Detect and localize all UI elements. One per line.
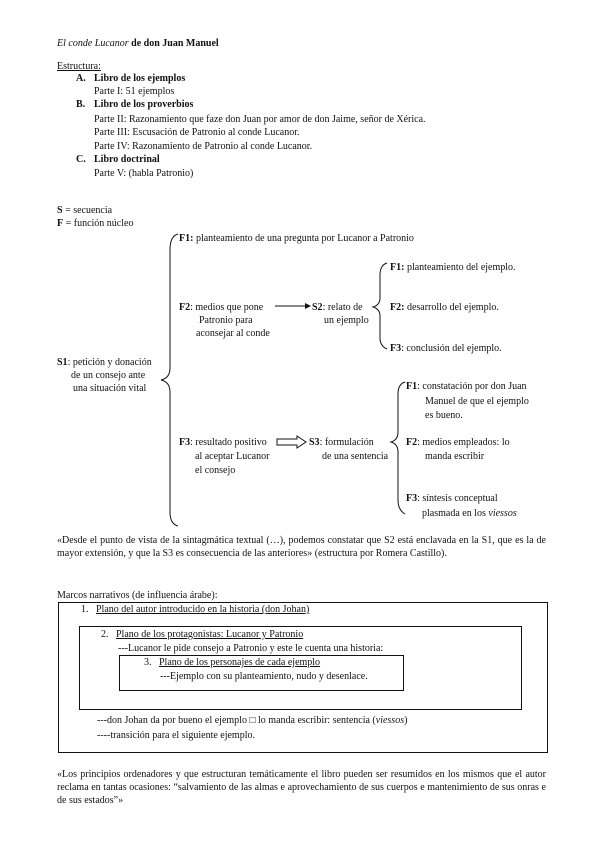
s2-f3: F3: conclusión del ejemplo.	[390, 343, 502, 354]
plano-1-line2: ----transición para el siguiente ejemplo.	[97, 730, 255, 741]
author: de don Juan Manuel	[128, 38, 219, 49]
s3-f1: F1: constatación por don Juan	[406, 381, 527, 392]
s1-node: S1: petición y donación	[57, 357, 152, 368]
section-part: Parte II: Razonamiento que faze don Juan por amor de don Jaime, señor de Xérica.	[94, 114, 426, 125]
quote-romera: «Desde el punto de vista de la sintagmática textual (…), podemos constatar que S2 está enclavada en la S1, que es la de mayor extensión, y que la S3 es consecuencia de las anteriores» (estructura por Romera Castillo).	[57, 535, 546, 559]
section-letter: A.	[76, 73, 86, 84]
s3-f1-line3: es bueno.	[425, 410, 463, 421]
main-brace	[161, 234, 178, 526]
s3-f1-line2: Manuel de que el ejemplo	[425, 396, 529, 407]
s3-f3: F3: síntesis conceptual	[406, 493, 498, 504]
f2-line2: Patronio para	[199, 315, 253, 326]
s3-brace	[391, 382, 405, 514]
f3-arrow	[277, 436, 306, 448]
section-part: Parte III: Escusación de Patronio al conde Lucanor.	[94, 127, 300, 138]
square-glyph-icon: □	[249, 715, 256, 726]
section-title: Libro de los ejemplos	[94, 73, 186, 84]
plano-2-line: ---Lucanor le pide consejo a Patronio y este le cuenta una historia:	[118, 643, 384, 654]
plano-3: 3. Plano de los personajes de cada ejemplo	[144, 657, 321, 668]
f3-line3: el consejo	[195, 465, 236, 476]
s2-f1: F1: planteamiento del ejemplo.	[390, 262, 516, 273]
marcos-heading: Marcos narrativos (de influencia árabe):	[57, 590, 218, 601]
top-f1: F1: planteamiento de una pregunta por Lucanor a Patronio	[179, 233, 414, 244]
s2-node: S2: relato de	[312, 302, 363, 313]
section-part: Parte IV: Razonamiento de Patronio al conde Lucanor.	[94, 141, 313, 152]
section-part: Parte V: (habla Patronio)	[94, 168, 194, 179]
f2-line3: aconsejar al conde	[196, 328, 270, 339]
s2-line2: un ejemplo	[324, 315, 369, 326]
section-letter: C.	[76, 154, 86, 165]
f3-node: F3: resultado positivo	[179, 437, 267, 448]
section-title: Libro doctrinal	[94, 154, 160, 165]
s1-line3: una situación vital	[73, 383, 147, 394]
quote-principios: «Los principios ordenadores y que estructuran temáticamente el libro pueden ser resumidos en los mismos que el autor reclama en tantas ocasiones: “salvamiento de las almas e aprovechamiento de sus cuerpos e mantenimiento de sus onras e de sus estados”»	[57, 769, 546, 806]
plano-1-line1: ---don Johan da por bueno el ejemplo □ lo manda escribir: sentencia (viessos)	[97, 715, 408, 726]
s1-line2: de un consejo ante	[71, 370, 146, 381]
plano-3-line: ---Ejemplo con su planteamiento, nudo y desenlace.	[160, 671, 368, 682]
estructura-heading: Estructura:	[57, 61, 101, 72]
f2-node: F2: medios que pone	[179, 302, 264, 313]
legend-f: F = función núcleo	[57, 218, 134, 229]
section-title: Libro de los proverbios	[94, 99, 194, 110]
s2-brace	[373, 263, 387, 349]
f3-line2: al aceptar Lucanor	[195, 451, 270, 462]
section-part: Parte I: 51 ejemplos	[94, 86, 175, 97]
s3-node: S3: formulación	[309, 437, 374, 448]
plano-1: 1. Plano del autor introducido en la historia (don Johan)	[81, 604, 310, 615]
s3-f3-line2: plasmada en los viessos	[422, 508, 517, 519]
work-title: El conde Lucanor	[57, 38, 129, 49]
section-letter: B.	[76, 99, 86, 110]
s3-line2: de una sentencia	[322, 451, 389, 462]
s3-f2: F2: medios empleados: lo	[406, 437, 510, 448]
s3-f2-line2: manda escribir	[425, 451, 485, 462]
legend-s: S = secuencia	[57, 205, 113, 216]
plano-2: 2. Plano de los protagonistas: Lucanor y Patronio	[101, 629, 304, 640]
s2-f2: F2: desarrollo del ejemplo.	[390, 302, 499, 313]
